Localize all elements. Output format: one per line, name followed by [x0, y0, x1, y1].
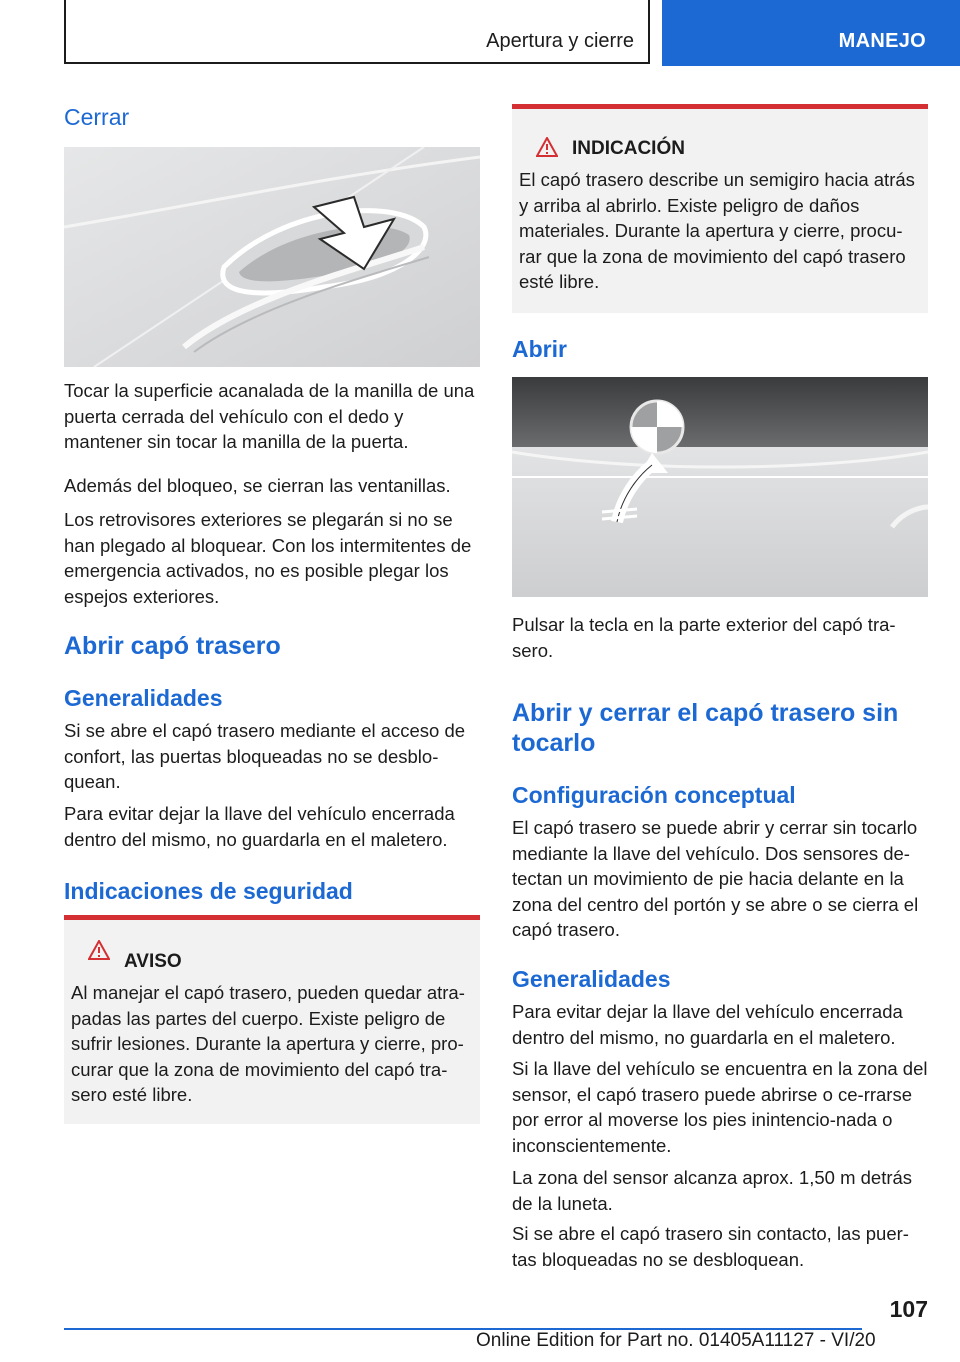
aviso-text: Al manejar el capó trasero, pueden quedar atra-padas las partes del cuerpo. Existe peligro de sufrir lesiones. Durante la apertura y cierre, pro-curar que la zona de movimiento del capó tra-sero esté libre.	[71, 982, 465, 1105]
aviso-box	[64, 915, 480, 1124]
generalidades-paragraph-2: Para evitar dejar la llave del vehículo encerrada dentro del mismo, no guardarla en el maletero.	[64, 803, 455, 850]
cerrar-paragraph-2: Además del bloqueo, se cierran las ventanillas.	[64, 475, 451, 496]
generalidades-paragraph-1: Si se abre el capó trasero mediante el acceso de confort, las puertas bloqueadas no se desblo-quean.	[64, 720, 466, 792]
concepto-paragraph-1: El capó trasero se puede abrir y cerrar sin tocarlo mediante la llave del vehículo. Dos sensores de-tectan un movimiento de pie hacia delante en la zona del centro del portón y se abre o se cierra el capó trasero.	[512, 817, 919, 940]
cerrar-paragraph-1: Tocar la superficie acanalada de la manilla de una puerta cerrada del vehículo con el dedo y mantener sin tocar la manilla de la puerta.	[64, 380, 475, 452]
generalidades-2-paragraph-3: La zona del sensor alcanza aprox. 1,50 m detrás de la luneta.	[512, 1167, 913, 1214]
abrir-paragraph-1: Pulsar la tecla en la parte exterior del capó tra-sero.	[512, 614, 896, 661]
header-left-rule	[64, 0, 66, 64]
generalidades-heading: Generalidades	[64, 685, 223, 711]
page-number: 107	[889, 1296, 928, 1322]
aviso-title: AVISO	[124, 951, 182, 972]
abrir-capo-heading: Abrir capó trasero	[64, 632, 281, 660]
generalidades-2-paragraph-4: Si se abre el capó trasero sin contacto, las puer-tas bloqueadas no se desbloquean.	[512, 1223, 909, 1270]
header-bottom-rule	[64, 62, 650, 64]
warning-icon	[88, 940, 110, 960]
section-title: Apertura y cierre	[486, 30, 634, 52]
indicacion-title: INDICACIÓN	[572, 138, 685, 159]
chapter-tab-label: MANEJO	[838, 30, 926, 52]
concepto-heading: Configuración conceptual	[512, 782, 796, 808]
generalidades-2-heading: Generalidades	[512, 966, 671, 992]
cerrar-paragraph-3: Los retrovisores exteriores se plegarán si no se han plegado al bloquear. Con los intermitentes de emergencia activados, no es posible plegar los espejos exteriores.	[64, 509, 472, 607]
generalidades-2-paragraph-2: Si la llave del vehículo se encuentra en la zona del sensor, el capó trasero puede abrirse o ce-rrarse por error al moverse los pies inintencio-nada o inconscientemente.	[512, 1058, 928, 1156]
edition-note: Online Edition for Part no. 01405A11127 - VI/20	[476, 1330, 876, 1351]
sin-tocarlo-heading: Abrir y cerrar el capó trasero sin tocarlo	[512, 699, 899, 757]
indicacion-text: El capó trasero describe un semigiro hacia atrás y arriba al abrirlo. Existe peligro de daños materiales. Durante la apertura y cierre, procu-rar que la zona de movimiento del capó trasero esté libre.	[519, 169, 915, 292]
indicacion-box	[512, 104, 928, 313]
generalidades-2-paragraph-1: Para evitar dejar la llave del vehículo encerrada dentro del mismo, no guardarla en el maletero.	[512, 1001, 903, 1048]
cerrar-heading: Cerrar	[64, 104, 130, 130]
seguridad-heading: Indicaciones de seguridad	[64, 878, 353, 904]
chapter-tab[interactable]	[662, 0, 960, 66]
warning-icon	[536, 137, 558, 157]
door-handle-illustration	[64, 147, 480, 367]
header-separator	[648, 0, 650, 64]
trunk-button-illustration	[512, 377, 928, 597]
abrir-heading: Abrir	[512, 336, 567, 362]
